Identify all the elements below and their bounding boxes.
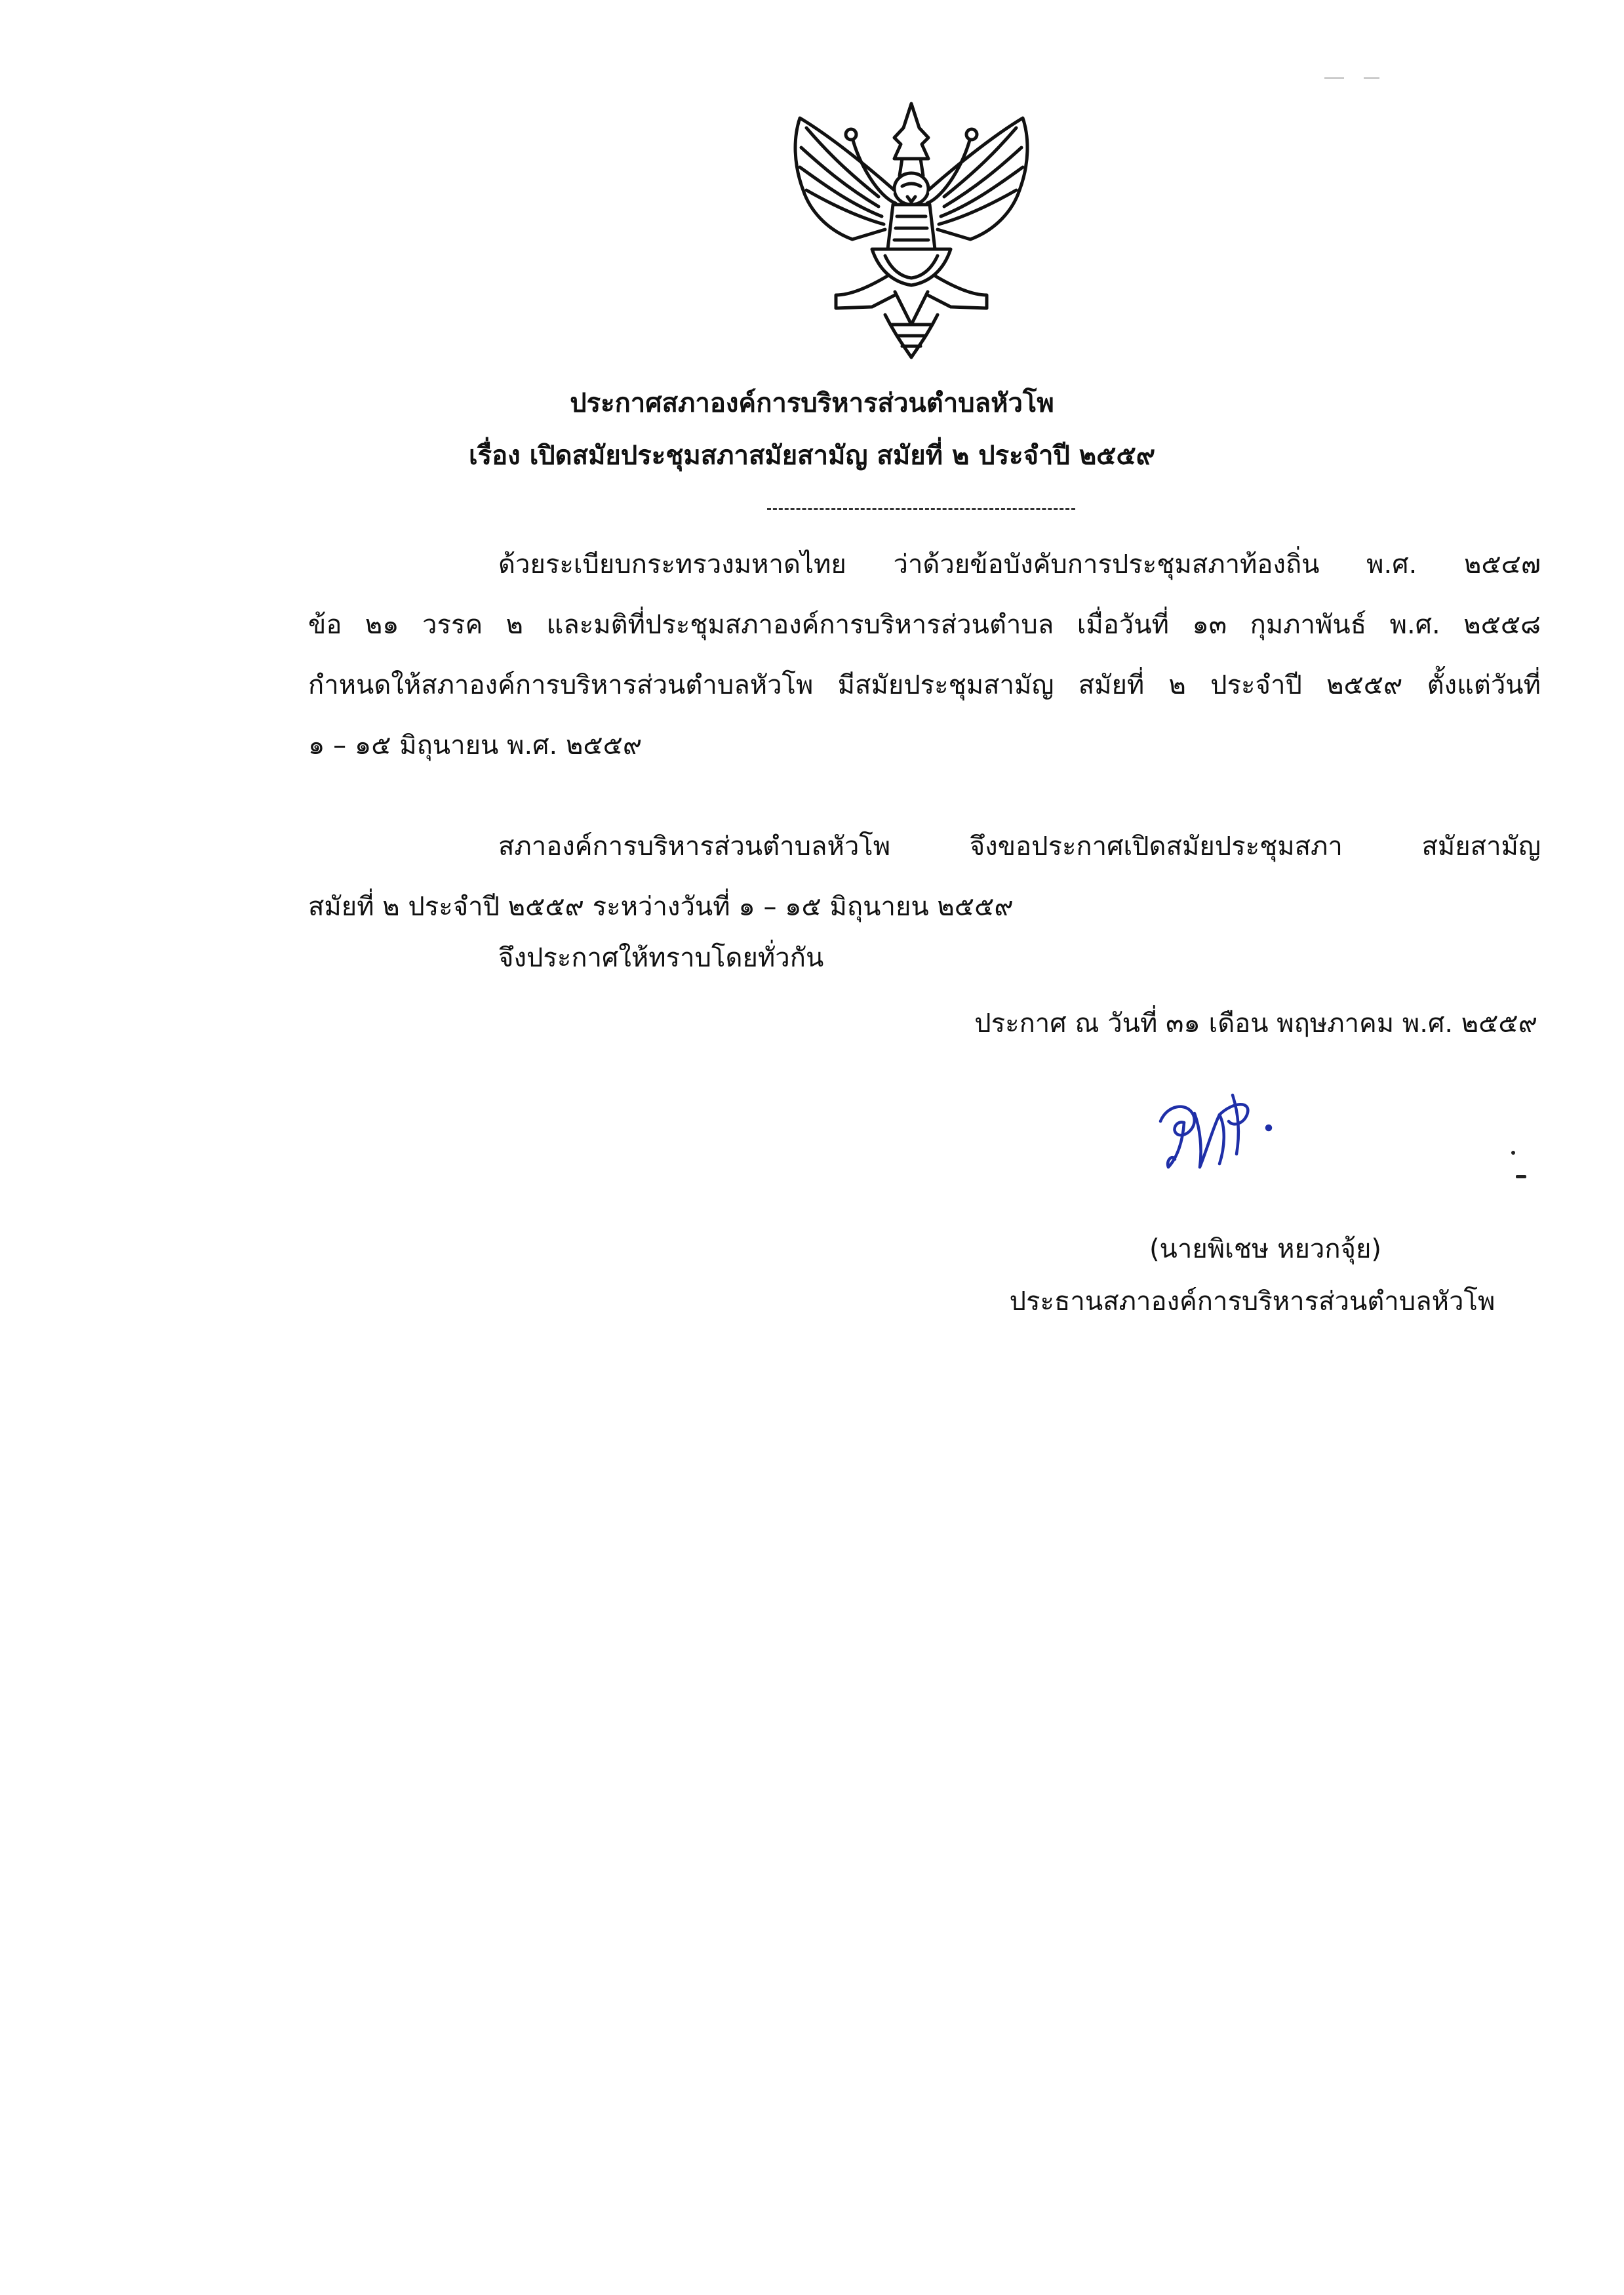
body-paragraph-1 (308, 534, 1541, 776)
paragraph-line: สมัยที่ ๒ ประจำปี ๒๕๕๙ ระหว่างวันที่ ๑ – ๑๕ มิถุนายน ๒๕๕๙ (308, 892, 1014, 922)
scan-speck (1364, 77, 1379, 79)
paragraph-line: ด้วยระเบียบกระทรวงมหาดไทย ว่าด้วยข้อบังคับการประชุมสภาท้องถิ่น พ.ศ. ๒๕๔๗ (498, 549, 1541, 580)
announcement-date: ประกาศ ณ วันที่ ๓๑ เดือน พฤษภาคม พ.ศ. ๒๕๕๙ (974, 1008, 1537, 1039)
paragraph-line: ๑ – ๑๕ มิถุนายน พ.ศ. ๒๕๕๙ (308, 730, 643, 761)
signer-name: (นายพิเชษ หยวกจุ้ย) (1149, 1234, 1382, 1264)
dashed-divider (767, 508, 1075, 510)
subject-line: เรื่อง เปิดสมัยประชุมสภาสมัยสามัญ สมัยที่ ๒ ประจำปี ๒๕๕๙ (468, 441, 1156, 471)
scan-speck (1324, 77, 1344, 79)
header (0, 377, 1624, 482)
signer-position: ประธานสภาองค์การบริหารส่วนตำบลหัวโพ (1009, 1287, 1495, 1317)
paragraph-line: สภาองค์การบริหารส่วนตำบลหัวโพ จึงขอประกาศเปิดสมัยประชุมสภา สมัยสามัญ (498, 831, 1541, 862)
scan-speck (1516, 1175, 1526, 1178)
handwritten-signature-icon (1134, 1075, 1292, 1180)
body-paragraph-2 (308, 816, 1541, 937)
garuda-emblem-icon (774, 98, 1049, 374)
closing-statement: จึงประกาศให้ทราบโดยทั่วกัน (498, 943, 824, 973)
page-title: ประกาศสภาองค์การบริหารส่วนตำบลหัวโพ (570, 388, 1054, 418)
scan-speck (1511, 1151, 1515, 1155)
paragraph-line: กำหนดให้สภาองค์การบริหารส่วนตำบลหัวโพ มีสมัยประชุมสามัญ สมัยที่ ๒ ประจำปี ๒๕๕๙ ตั้งแต่วันที่ (308, 670, 1541, 700)
paragraph-line: ข้อ ๒๑ วรรค ๒ และมติที่ประชุมสภาองค์การบริหารส่วนตำบล เมื่อวันที่ ๑๓ กุมภาพันธ์ พ.ศ. ๒๕๕๘ (308, 610, 1541, 640)
